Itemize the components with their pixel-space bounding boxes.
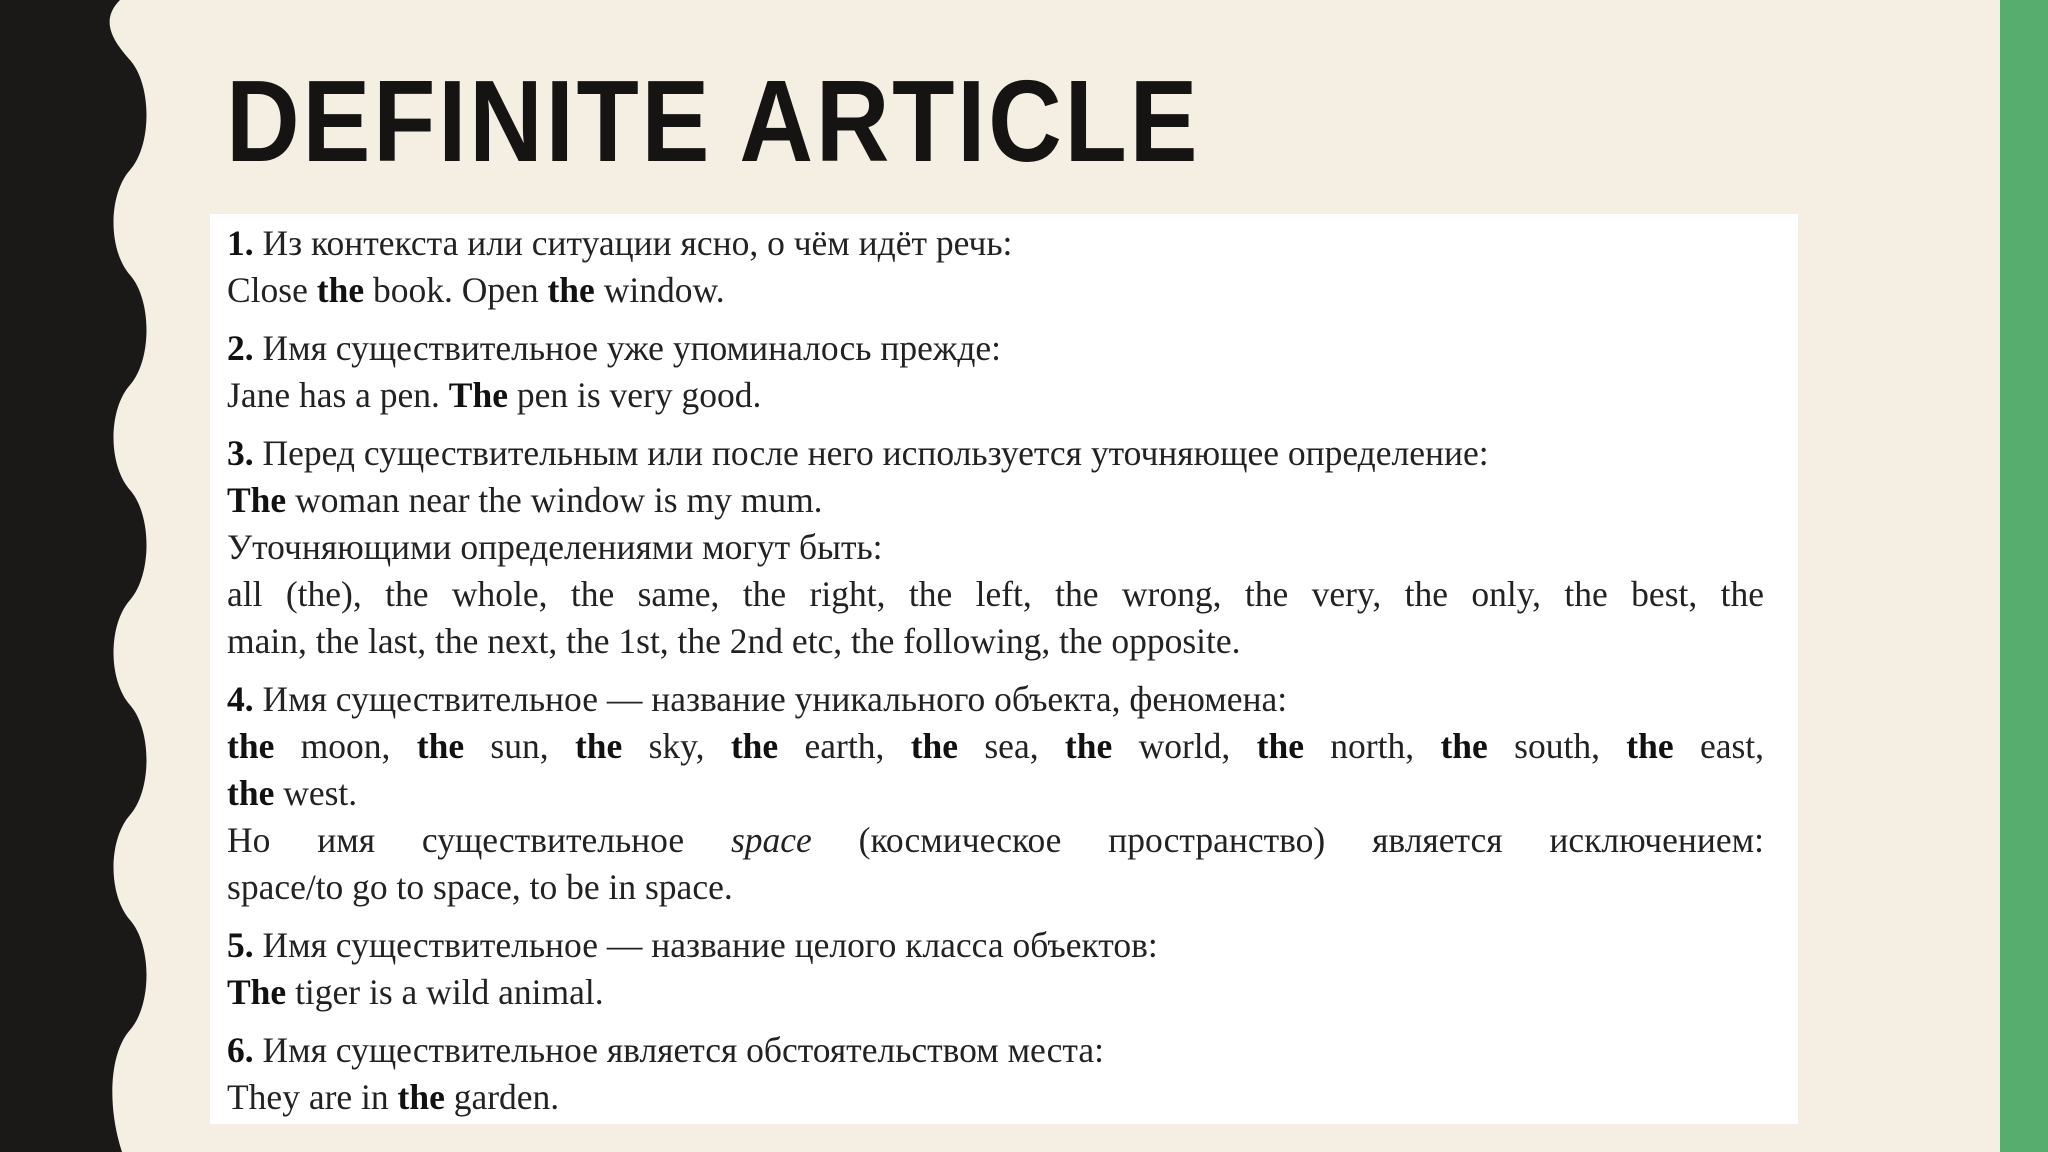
rule-example (227, 1074, 1764, 1121)
slide-title: DEFINITE ARTICLE (226, 56, 1201, 186)
rule-2 (227, 325, 1764, 419)
rule-5 (227, 922, 1764, 1016)
article-bold: the (547, 270, 595, 310)
rule-heading: Имя существительное является обстоятельством места: (262, 1030, 1104, 1070)
left-wave-decoration (0, 0, 160, 1152)
determiner-list-line: main, the last, the next, the 1st, the 2nd etc, the following, the opposite. (227, 621, 1241, 661)
exception-text: Но имя существительное (227, 820, 731, 860)
example-text: pen is very good. (507, 375, 762, 415)
example-noun: sky, (622, 726, 705, 766)
example-text: book. Open (364, 270, 548, 310)
unique-objects-line (227, 770, 1764, 817)
exception-word: space (730, 820, 812, 860)
example-noun: sea, (958, 726, 1039, 766)
example-text: tiger is a wild animal. (286, 972, 604, 1012)
example-text: window. (594, 270, 725, 310)
rule-number: 3. (227, 433, 254, 473)
rule-heading: Имя существительное — название уникального объекта, феномена: (262, 679, 1288, 719)
rule-4 (227, 676, 1764, 911)
article-bold: the (397, 1077, 445, 1117)
article-bold: the (1256, 726, 1304, 766)
rule-heading: Имя существительное уже упоминалось прежде: (262, 328, 1002, 368)
example-text: woman near the window is my mum. (286, 480, 823, 520)
article-bold: the (1626, 726, 1674, 766)
example-noun: east, (1673, 726, 1765, 766)
rule-number: 2. (227, 328, 254, 368)
example-noun: south, (1487, 726, 1600, 766)
rule-1 (227, 220, 1764, 314)
example-noun: moon, (274, 726, 391, 766)
article-bold: the (316, 270, 365, 310)
article-bold: the (574, 726, 623, 766)
rule-note: Уточняющими определениями могут быть: (227, 527, 883, 567)
rule-example (227, 267, 1764, 314)
rule-example (227, 372, 1764, 419)
rule-3 (227, 430, 1764, 665)
rule-number: 1. (227, 223, 254, 263)
example-noun: sun, (464, 726, 549, 766)
rule-example (227, 477, 1764, 524)
article-bold: the (227, 773, 275, 813)
example-text: They are in (227, 1077, 398, 1117)
article-bold: the (730, 726, 779, 766)
article-bold: The (227, 972, 287, 1012)
example-text: Close (227, 270, 317, 310)
article-bold: The (448, 375, 508, 415)
rule-heading: Имя существительное — название целого класса объектов: (262, 925, 1158, 965)
rule-number: 4. (227, 679, 254, 719)
rule-6 (227, 1027, 1764, 1121)
example-noun: west. (274, 773, 358, 813)
example-noun: world, (1112, 726, 1231, 766)
rule-number: 5. (227, 925, 254, 965)
example-text: garden. (444, 1077, 560, 1117)
article-bold: the (1064, 726, 1113, 766)
example-noun: earth, (778, 726, 885, 766)
exception-text: (космическое пространство) является исключением: (811, 820, 1764, 860)
determiner-list-line: all (the), the whole, the same, the right, the left, the wrong, the very, the only, the best, the (227, 574, 1764, 614)
article-bold: the (227, 726, 275, 766)
rule-example (227, 969, 1764, 1016)
rules-content-box (210, 214, 1798, 1124)
exception-line: space/to go to space, to be in space. (227, 867, 733, 907)
rule-number: 6. (227, 1030, 254, 1070)
example-text: Jane has a pen. (227, 375, 449, 415)
article-bold: the (416, 726, 465, 766)
example-noun: north, (1303, 726, 1415, 766)
rule-heading: Из контекста или ситуации ясно, о чём идёт речь: (262, 223, 1013, 263)
right-accent-bar (2000, 0, 2048, 1152)
rule-heading: Перед существительным или после него используется уточняющее определение: (262, 433, 1489, 473)
article-bold: The (227, 480, 287, 520)
article-bold: the (1440, 726, 1488, 766)
unique-objects-line (227, 723, 1764, 770)
article-bold: the (910, 726, 959, 766)
exception-line (227, 817, 1764, 864)
